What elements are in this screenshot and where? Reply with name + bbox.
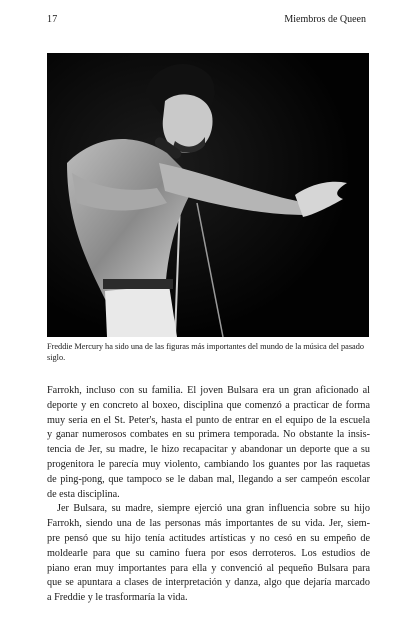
page-number: 17: [47, 14, 58, 25]
text-line: de ping-pong, que tampoco se le daban mal, llegando a ser campeón escolar: [47, 473, 370, 485]
text-line: tencia de Jer, su madre, le hizo recapacitar y abandonar un deporte que a su: [47, 444, 370, 456]
figure-caption: Freddie Mercury ha sido una de las figuras más importantes del mundo de la música del pasado siglo.: [47, 342, 365, 362]
body-text: [47, 384, 370, 606]
text-line: deporte y en concreto al boxeo, disciplina que comenzó a practicar de forma: [47, 399, 370, 411]
text-line: muy seria en el St. Peter's, hasta el punto de entrar en el equipo de la escuela: [47, 414, 370, 426]
text-line: de esta disciplina.: [47, 488, 120, 500]
text-line: Jer Bulsara, su madre, siempre ejerció una gran influencia sobre su hijo: [57, 503, 370, 515]
text-line: y ganar numerosos combates en su primera temporada. No obstante la insis-: [47, 429, 370, 441]
text-line: que se apuntara a clases de interpretación y danza, algo que dejaría marcado: [47, 577, 370, 589]
performer-silhouette: [47, 53, 369, 337]
running-title: Miembros de Queen: [284, 14, 366, 25]
text-line: Farrokh, siendo una de las personas más importantes de su vida. Jer, siem-: [47, 518, 370, 530]
text-line: progenitora le parecía muy violento, cambiando los guantes por las raquetas: [47, 458, 370, 470]
concert-photo: [47, 53, 369, 337]
text-line: Farrokh, incluso con su familia. El joven Bulsara era un gran aficionado al: [47, 385, 370, 396]
text-line: a Freddie y le trasformaría la vida.: [47, 592, 188, 604]
text-line: piano eran muy importantes para ella y convenció al pequeño Bulsara para: [47, 562, 370, 574]
text-line: moldearle para que su camino fuera por esos derroteros. Los estudios de: [47, 547, 370, 559]
text-line: pre pensó que su hijo tenía actitudes artísticas y no cesó en su empeño de: [47, 532, 370, 544]
